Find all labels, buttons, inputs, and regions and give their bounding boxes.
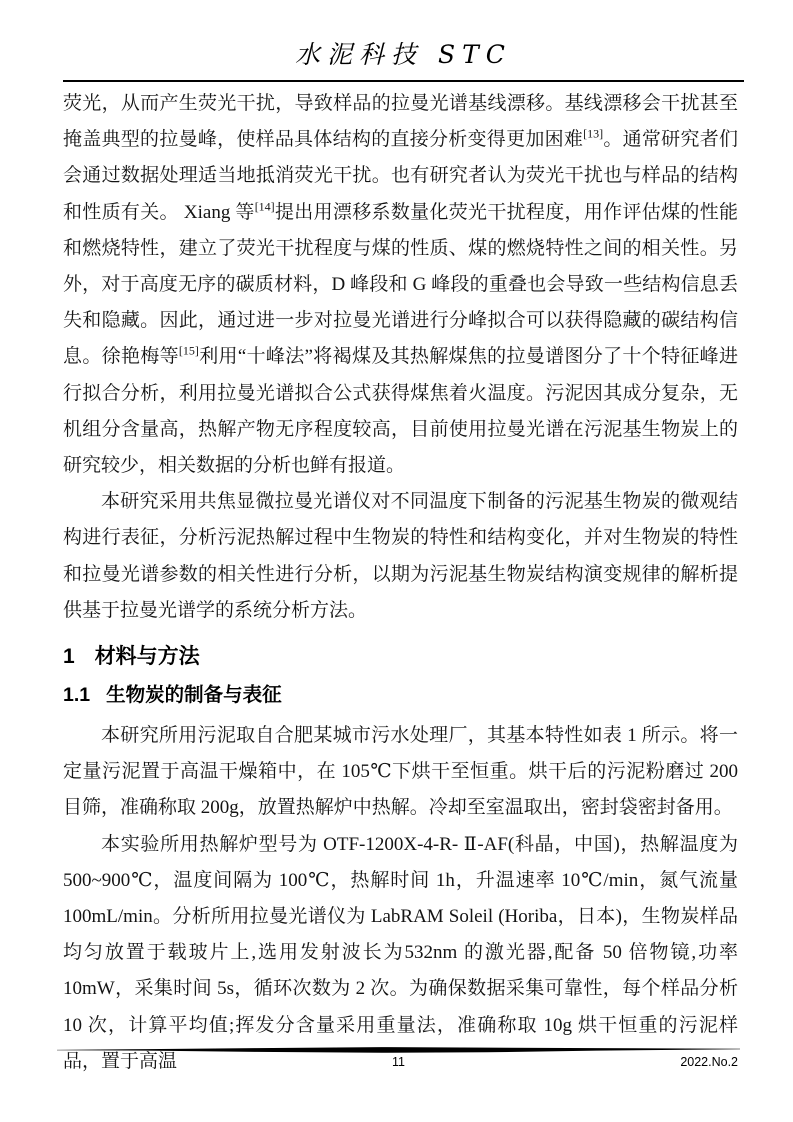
paragraph-sludge-preparation: 本研究所用污泥取自合肥某城市污水处理厂，其基本特性如表 1 所示。将一定量污泥置于高温干燥箱中，在 105℃下烘干至恒重。烘干后的污泥粉磨过 200 目筛，准确称取 200g，放置热解炉中热解。冷却至室温取出，密封袋密封备用。 [63,725,738,819]
page-number: 11 [392,1055,405,1069]
subsection-title: 生物炭的制备与表征 [106,684,282,707]
section-heading-materials-methods [63,642,738,672]
journal-header [63,38,744,82]
footer-rule [57,1046,740,1054]
issue-label: 2022.No.2 [680,1055,738,1069]
header-rule [63,80,744,82]
paragraph-study-overview: 本研究采用共焦显微拉曼光谱仪对不同温度下制备的污泥基生物炭的微观结构进行表征，分析污泥热解过程中生物炭的特性和结构变化，并对生物炭的特性和拉曼光谱参数的相关性进行分析，以期为污泥基生物炭结构演变规律的解析提供基于拉曼光谱学的系统分析方法。 [63,491,738,621]
section-title: 材料与方法 [94,645,200,669]
section-number: 1 [63,645,75,669]
journal-title: 水泥科技 STC [295,40,512,69]
page-footer [57,1046,740,1073]
paragraph-experiment-equipment: 本实验所用热解炉型号为 OTF-1200X-4-R- Ⅱ-AF(科晶，中国)，热解温度为500~900℃，温度间隔为 100℃，热解时间 1h，升温速率 10℃/min，氮气流量100mL/min。分析所用拉曼光谱仪为 LabRAM Soleil (Horiba，日本)，生物炭样品均匀放置于载玻片上,选用发射波长为532nm 的激光器,配备 50 倍物镜,功率 10mW，采集时间 5s，循环次数为 2 次。为确保数据采集可靠性，每个样品分析 10 次，计算平均值;挥发分含量采用重量法，准确称取 10g 烘干恒重的污泥样品，置于高温 [63,833,738,1072]
footer-texts [57,1055,740,1073]
page-body [63,86,738,1080]
subsection-heading-biochar-preparation [63,681,738,709]
paragraph-fluorescence-interference: 荧光，从而产生荧光干扰，导致样品的拉曼光谱基线漂移。基线漂移会干扰甚至掩盖典型的拉曼峰，使样品具体结构的直接分析变得更加困难[13]。通常研究者们会通过数据处理适当地抵消荧光干扰。也有研究者认为荧光干扰也与样品的结构和性质有关。 Xiang 等[14]提出用漂移系数量化荧光干扰程度，用作评估煤的性能和燃烧特性，建立了荧光干扰程度与煤的性质、煤的燃烧特性之间的相关性。另外，对于高度无序的碳质材料，D 峰段和 G 峰段的重叠也会导致一些结构信息丢失和隐藏。因此，通过进一步对拉曼光谱进行分峰拟合可以获得隐藏的碳结构信息。徐艳梅等[15]利用“十峰法”将褐煤及其热解煤焦的拉曼谱图分了十个特征峰进行拟合分析，利用拉曼光谱拟合公式获得煤焦着火温度。污泥因其成分复杂，无机组分含量高，热解产物无序程度较高，目前使用拉曼光谱在污泥基生物炭上的研究较少，相关数据的分析也鲜有报道。 [63,93,738,477]
subsection-number: 1.1 [63,684,91,707]
